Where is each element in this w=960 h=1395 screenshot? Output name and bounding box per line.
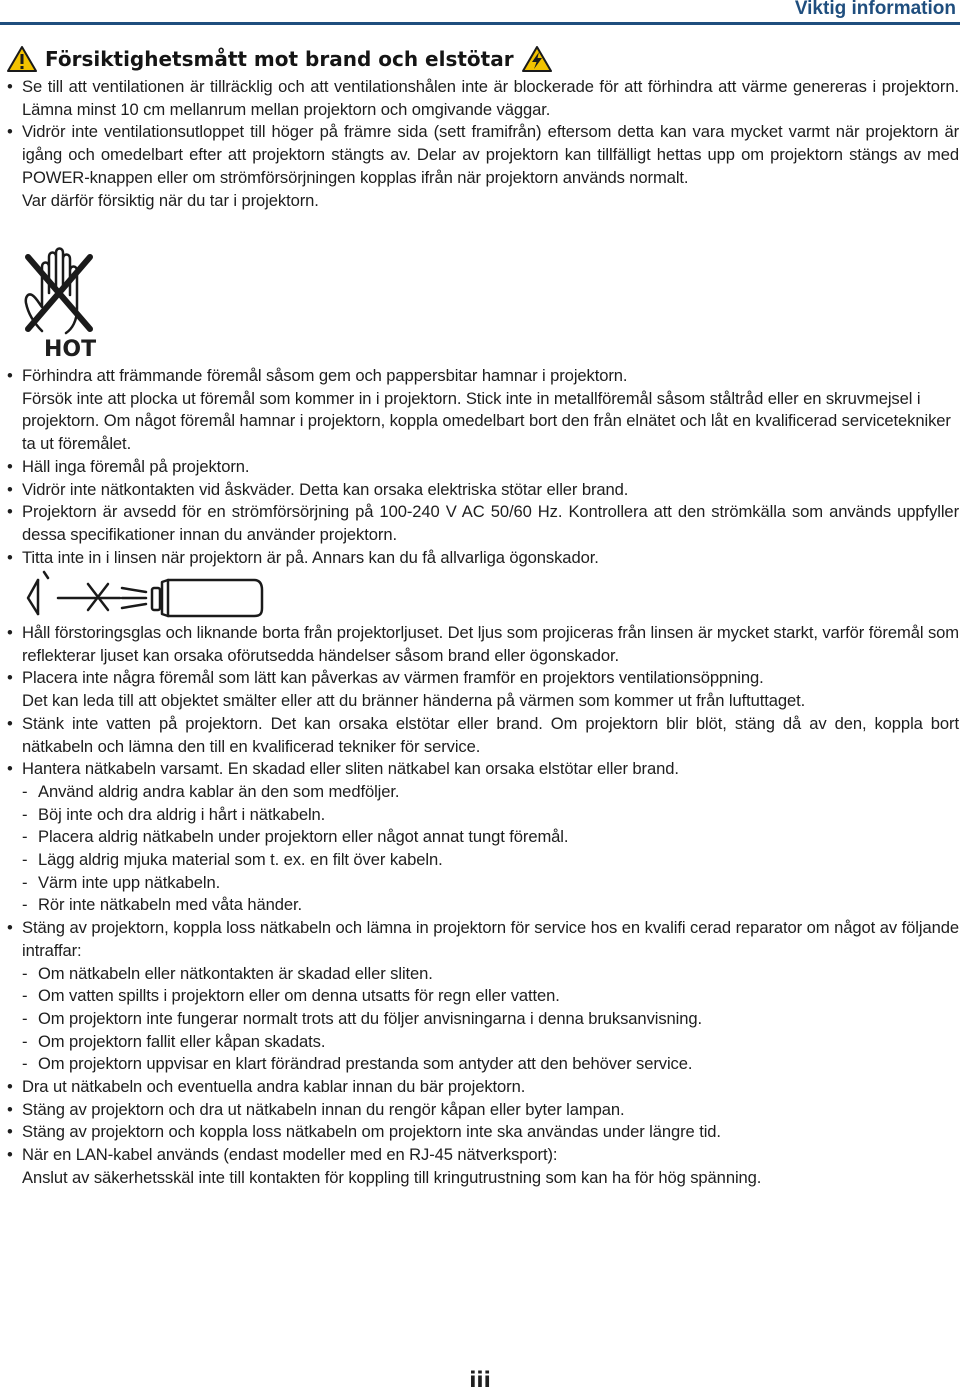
text-block-1: [7, 76, 959, 212]
bullet-item: • Vidrör inte nätkontakten vid åskväder. Detta kan orsaka elektriska stötar eller brand.: [7, 479, 959, 502]
dash-item: - Värm inte upp nätkabeln.: [7, 872, 959, 895]
continuation-text: Försök inte att plocka ut föremål som kommer in i projektorn. Stick inte in metallföremål såsom ståltråd eller en skruvmejsel i projektorn. Om något föremål hamnar i projektorn, koppla omedelbart bort den från elnätet och låt en kvalificerad servicetekniker ta ut föremålet.: [22, 388, 951, 454]
continuation-text: Anslut av säkerhetsskäl inte till kontakten för koppling till kringutrustning som kan ha för hög spänning.: [22, 1167, 762, 1187]
electric-hazard-icon: [522, 45, 552, 73]
bullet-item: • Titta inte in i linsen när projektorn är på. Annars kan du få allvarliga ögonskador.: [7, 547, 959, 570]
page-number: iii: [469, 1368, 491, 1392]
dash-item: - Om vatten spillts i projektorn eller om denna utsatts för regn eller vatten.: [7, 985, 959, 1008]
warning-triangle-icon: [7, 45, 37, 73]
text-block-2: [7, 365, 959, 569]
header-rule: [0, 22, 960, 25]
bullet-item: • Stäng av projektorn och dra ut nätkabeln innan du rengör kåpan eller byter lampan.: [7, 1099, 959, 1122]
bullet-item: • Vidrör inte ventilationsutloppet till höger på främre sida (sett framifrån) eftersom detta kan vara mycket varmt när projektorn är igång och omedelbart efter att projektorn stängts av. Delar av projektorn kan tillfälligt hettas upp om projektorn stängs av med POWER-knappen eller om strömförsörjningen kopplas ifrån när projektorn används normalt.: [7, 121, 959, 189]
bullet-item: • Stänk inte vatten på projektorn. Det kan orsaka elstötar eller brand. Om projektorn blir blöt, stäng då av den, koppla bort nätkabeln och lämna den till en kvalificerad tekniker för service.: [7, 713, 959, 758]
bullet-item: • Häll inga föremål på projektorn.: [7, 456, 959, 479]
bullet-item: • Stäng av projektorn och koppla loss nätkabeln om projektorn inte ska användas under längre tid.: [7, 1121, 959, 1144]
dash-item: - Om projektorn inte fungerar normalt trots att du följer anvisningarna i denna bruksanvisning.: [7, 1008, 959, 1031]
bullet-item: • Stäng av projektorn, koppla loss nätkabeln och lämna in projektorn för service hos en kvalifi cerad reparator om något av följande intraffar:: [7, 917, 959, 962]
bullet-item: • Se till att ventilationen är tillräcklig och att ventilationshålen inte är blockerade för att förhindra att värme genereras i projektorn. Lämna minst 10 cm mellanrum mellan projektorn och omgivande väggar.: [7, 76, 959, 121]
lens-warning-icon: [22, 570, 272, 620]
dash-item: - Använd aldrig andra kablar än den som medföljer.: [7, 781, 959, 804]
continuation-text: Det kan leda till att objektet smälter eller att du bränner händerna på värmen som kommer ut från luftuttaget.: [22, 691, 806, 711]
bullet-item: • Förhindra att främmande föremål såsom gem och pappersbitar hamnar i projektorn.: [7, 365, 959, 388]
bullet-item: • Håll förstoringsglas och liknande borta från projektorljuset. Det ljus som projiceras från linsen är mycket starkt, varför föremål som reflekterar ljuset kan orsaka oförutsedda händelser såsom brand eller ögonskador.: [7, 622, 959, 667]
dash-item: - Böj inte och dra aldrig i hårt i nätkabeln.: [7, 804, 959, 827]
dash-item: - Placera aldrig nätkabeln under projektorn eller något annat tungt föremål.: [7, 826, 959, 849]
bullet-item: • Placera inte några föremål som lätt kan påverkas av värmen framför en projektors ventilationsöppning.: [7, 667, 959, 690]
bullet-item: • När en LAN-kabel används (endast modeller med en RJ-45 nätverksport):: [7, 1144, 959, 1167]
bullet-item: • Hantera nätkabeln varsamt. En skadad eller sliten nätkabel kan orsaka elstötar eller brand.: [7, 758, 959, 781]
continuation-text: Var därför försiktig när du tar i projektorn.: [22, 190, 319, 210]
dash-item: - Lägg aldrig mjuka material som t. ex. en filt över kabeln.: [7, 849, 959, 872]
section-title: Försiktighetsmått mot brand och elstötar: [45, 47, 514, 71]
bullet-item: • Dra ut nätkabeln och eventuella andra kablar innan du bär projektorn.: [7, 1076, 959, 1099]
text-block-3: [7, 622, 959, 1190]
dash-item: - Om projektorn uppvisar en klart förändrad prestanda som antyder att den behöver service.: [7, 1053, 959, 1076]
dash-item: - Rör inte nätkabeln med våta händer.: [7, 894, 959, 917]
section-heading: [7, 42, 552, 76]
dash-item: - Om projektorn fallit eller kåpan skadats.: [7, 1031, 959, 1054]
bullet-item: • Projektorn är avsedd för en strömförsörjning på 100-240 V AC 50/60 Hz. Kontrollera att den strömkälla som används uppfyller dessa specifikationer innan du använder projektorn.: [7, 501, 959, 546]
dash-item: - Om nätkabeln eller nätkontakten är skadad eller sliten.: [7, 963, 959, 986]
hot-label: HOT: [44, 337, 97, 362]
running-header: Viktig information: [794, 0, 956, 19]
hot-hand-icon: [18, 245, 100, 337]
